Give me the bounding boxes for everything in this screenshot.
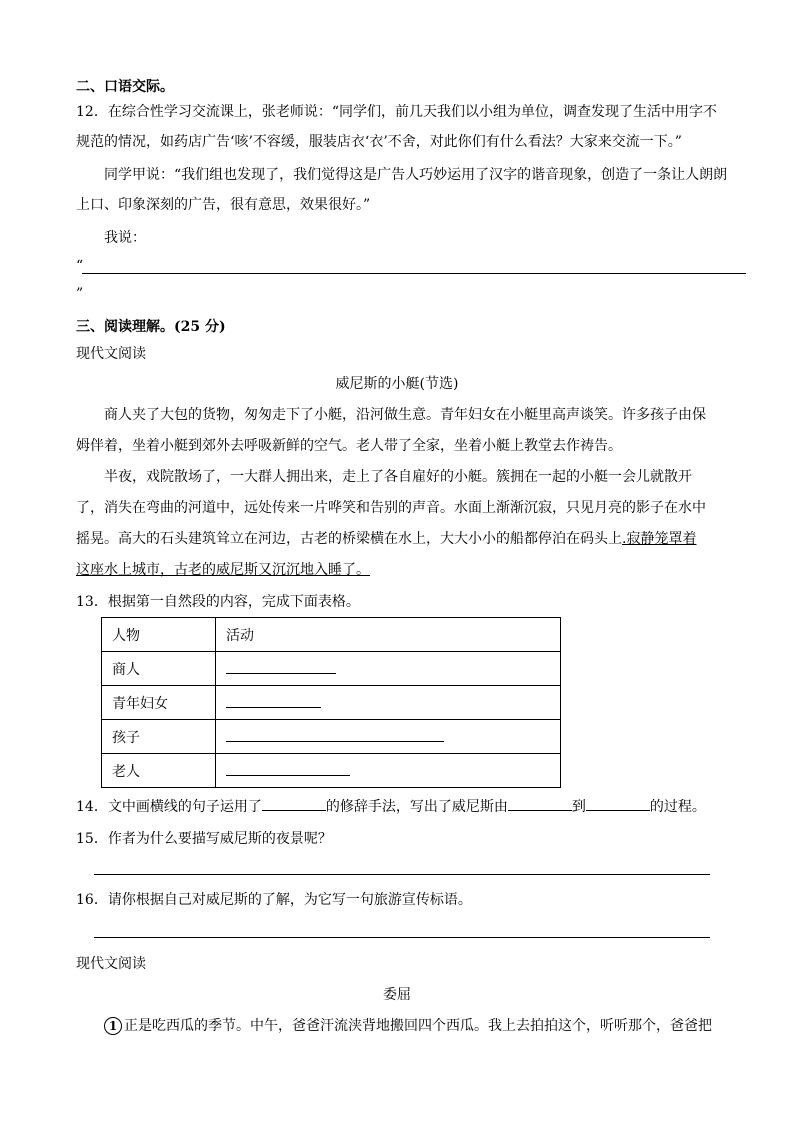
paragraph-number-circle: 1 bbox=[104, 1017, 122, 1035]
activity-table bbox=[101, 617, 561, 788]
answer-blank[interactable] bbox=[226, 659, 336, 674]
passage2-title: 委屈 bbox=[383, 987, 411, 1003]
table-header-person: 人物 bbox=[102, 618, 216, 652]
table-row bbox=[102, 686, 561, 720]
close-quote: ” bbox=[76, 286, 84, 302]
q14-blank-to[interactable] bbox=[586, 796, 650, 811]
passage1-title: 威尼斯的小艇(节选) bbox=[335, 376, 459, 392]
answer-blank[interactable] bbox=[226, 693, 321, 708]
classmate-line1: 同学甲说：“我们组也发现了，我们觉得这是广告人巧妙运用了汉字的谐音现象，创造了一条让人朗朗 bbox=[104, 167, 728, 183]
q14-text-a: 14．文中画横线的句子运用了 bbox=[76, 799, 262, 815]
question-16: 16．请你根据自己对威尼斯的了解，为它写一句旅游宣传标语。 bbox=[76, 892, 472, 908]
question-13: 13．根据第一自然段的内容，完成下面表格。 bbox=[76, 594, 360, 610]
table-header-activity: 活动 bbox=[216, 618, 561, 652]
passage1-p2-line3 bbox=[76, 529, 696, 549]
answer-blank[interactable] bbox=[226, 727, 444, 742]
passage1-p1-line1: 商人夹了大包的货物，匆匆走下了小艇，沿河做生意。青年妇女在小艇里高声谈笑。许多孩子由保 bbox=[104, 407, 706, 423]
table-cell-person: 孩子 bbox=[102, 720, 216, 754]
me-say-label: 我说： bbox=[104, 230, 146, 246]
table-cell-answer[interactable] bbox=[216, 754, 561, 788]
passage1-p2-line1: 半夜，戏院散场了，一大群人拥出来，走上了各自雇好的小艇。簇拥在一起的小艇一会儿就散开 bbox=[104, 469, 692, 485]
answer-line-15[interactable] bbox=[94, 874, 710, 875]
table-header-row bbox=[102, 618, 561, 652]
q14-text-b: 的修辞手法，写出了威尼斯由 bbox=[325, 799, 508, 815]
table-cell-answer[interactable] bbox=[216, 686, 561, 720]
answer-blank[interactable] bbox=[226, 761, 350, 776]
underlined-sentence-part2: 这座水上城市，古老的威尼斯又沉沉地入睡了。 bbox=[76, 562, 370, 578]
passage2-p1-text: 正是吃西瓜的季节。中午，爸爸汗流浃背地搬回四个西瓜。我上去拍拍这个，听听那个，爸爸把 bbox=[124, 1018, 712, 1034]
table-cell-answer[interactable] bbox=[216, 720, 561, 754]
passage1-p2-line2: 了，消失在弯曲的河道中，远处传来一片哗笑和告别的声音。水面上渐渐沉寂，只见月亮的影子在水中 bbox=[76, 500, 706, 516]
subtitle-modern-reading-2: 现代文阅读 bbox=[76, 956, 146, 972]
section-heading-reading: 三、阅读理解。(25 分) bbox=[76, 319, 226, 335]
table-cell-person: 青年妇女 bbox=[102, 686, 216, 720]
table-cell-answer[interactable] bbox=[216, 652, 561, 686]
open-quote: “ bbox=[76, 258, 84, 274]
answer-line-16[interactable] bbox=[94, 937, 710, 938]
classmate-line2: 上口、印象深刻的广告，很有意思，效果很好。” bbox=[76, 197, 371, 213]
answer-line-12[interactable] bbox=[82, 273, 746, 274]
table-cell-person: 老人 bbox=[102, 754, 216, 788]
q14-text-c: 到 bbox=[571, 799, 586, 815]
underlined-sentence-part1: .寂静笼罩着 bbox=[622, 531, 697, 547]
question-14 bbox=[76, 796, 706, 817]
subtitle-modern-reading-1: 现代文阅读 bbox=[76, 346, 146, 362]
table-row bbox=[102, 720, 561, 754]
section-heading-oral: 二、口语交际。 bbox=[76, 79, 174, 95]
q14-text-d: 的过程。 bbox=[649, 799, 706, 815]
table-row bbox=[102, 754, 561, 788]
passage1-p1-line2: 姆伴着，坐着小艇到郊外去呼吸新鲜的空气。老人带了全家，坐着小艇上教堂去作祷告。 bbox=[76, 438, 622, 454]
question-15: 15．作者为什么要描写威尼斯的夜景呢？ bbox=[76, 831, 332, 847]
q14-blank-rhetoric[interactable] bbox=[262, 796, 326, 811]
table-row bbox=[102, 652, 561, 686]
q14-blank-from[interactable] bbox=[508, 796, 572, 811]
passage2-p1-line1 bbox=[104, 1016, 712, 1036]
passage1-p2-line3-text: 摇晃。高大的石头建筑耸立在河边，古老的桥梁横在水上，大大小小的船都停泊在码头上 bbox=[76, 531, 622, 547]
question-12-line2: 规范的情况，如药店广告‘咳’不容缓，服装店衣‘衣’不舍，对此你们有什么看法？大家来交流一下。” bbox=[76, 134, 682, 150]
table-cell-person: 商人 bbox=[102, 652, 216, 686]
question-12-line1: 12．在综合性学习交流课上，张老师说：“同学们，前几天我们以小组为单位，调查发现了生活中用字不 bbox=[76, 104, 717, 120]
